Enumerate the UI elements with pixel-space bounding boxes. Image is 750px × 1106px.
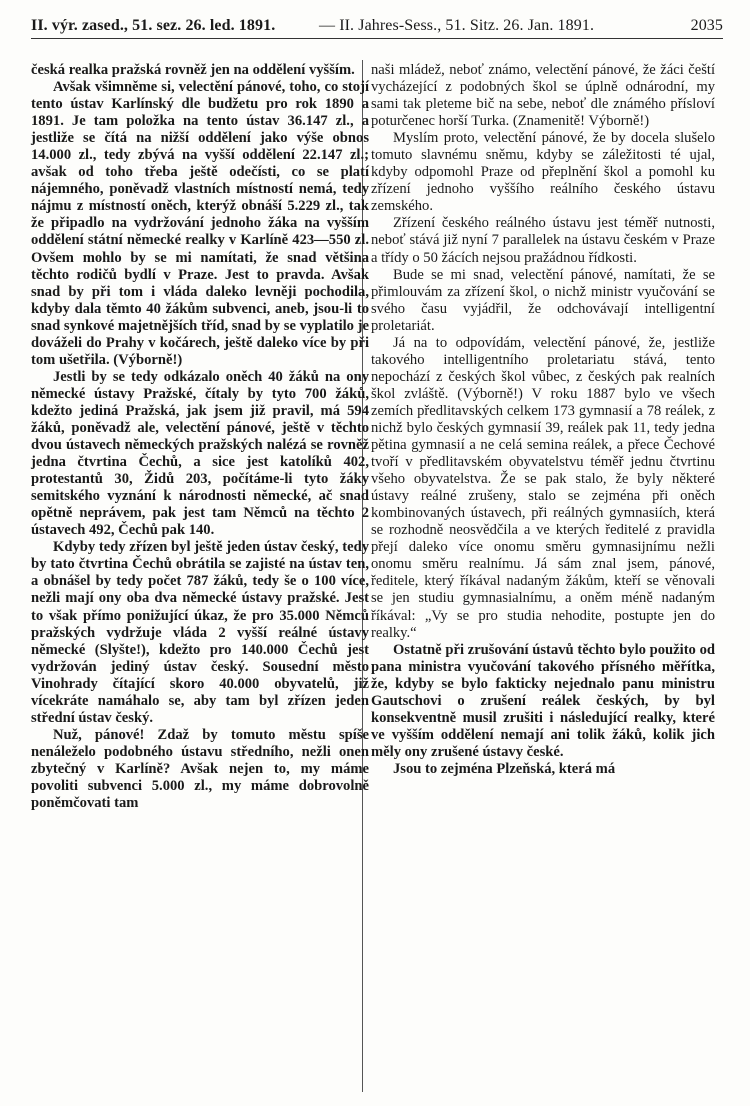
paragraph: Zřízení českého reálného ústavu jest téměř nutnosti, neboť stává již nyní 7 parallelek na ústavu českém v Praze a třídy o 50 žácích nejsou pražádnou řídkosti.: [371, 215, 715, 266]
paragraph: Ostatně při zrušování ústavů těchto bylo použito od pana ministra vyučování takového přísného měřítka, že, kdyby se bylo fakticky nejednalo panu ministru Gautschovi o zrušení reálek českých, by byl konsekventně musil zrušiti i následující realky, které ve vyšším oddělení nemají ani tolik žáků, kolik jich měly ony zrušené ústavy české.: [371, 641, 715, 760]
page-header: [31, 14, 723, 39]
paragraph: naši mládež, neboť známo, velectění pánové, že žáci čeští vycházející z podobných škol se úplně odnárodní, my sami tak pleteme bič na sebe, neboť dle známého přísloví poturčenec horší Turka. (Znamenitě! Výborně!): [371, 62, 715, 130]
paragraph: Jsou to zejména Plzeňská, která má: [393, 760, 616, 777]
paragraph: Myslím proto, velectění pánové, že by docela slušelo tomuto slavnému sněmu, kdyby se záležitosti té ujal, kdyby odpomohl Praze od přeplnění škol a pomohl ku zřízení jednoho vyššího reálního českého ústavu zemského.: [371, 130, 715, 215]
header-session-german: — II. Jahres-Sess., 51. Sitz. 26. Jan. 1891.: [319, 17, 595, 34]
paragraph: Jestli by se tedy odkázalo oněch 40 žáků na ony německé ústavy Pražské, čítaly by tyto 700 žáků, kdežto jediná Pražská, jak jsem již pravil, má 594 žáků, poněvadž ale, velectění pánové, ještě v těchto dvou ústavech německých pražských nalézá se rovněž jedna čtvrtina Čechů, a sice jest katolíků 402, protestantů 30, Židů 203, počítáme-li tyto žáky semitského vyznání k národnosti německé, ač snad opětně neprávem, pak jest tam Němců na těchto 2 ústavech 492, Čechů pak 140.: [31, 368, 369, 539]
paragraph: Kdyby tedy zřízen byl ještě jeden ústav český, tedy by tato čtvrtina Čechů obrátila se zajisté na ústav ten, a obnášel by tedy počet 787 žáků, tedy še o 100 více, nežli mají ony oba dva německé ústavy pražské. Jest to však přímo ponižující úkaz, že pro 35.000 Němců pražských vydržuje vláda 2 vyšší reálné ústavy německé (Slyšte!), kdežto pro 140.000 Čechů jest vydržován jediný ústav český. Sousední město Vinohrady čítající skoro 40.000 obyvatelů, již vícekráte namáhalo se, aby tam byl zřízen jeden střední ústav český.: [31, 539, 369, 726]
paragraph: Nuž, pánové! Zdaž by tomuto městu spíše nenáleželo podobného ústavu středního, nežli onen zbytečný v Karlíně? Avšak nejen to, my máme povoliti subvenci 5.000 zl., my máme dobrovolně poněmčovati tam: [31, 726, 369, 812]
page-number: 2035: [690, 17, 723, 34]
paragraph: Avšak všimněme si, velectění pánové, toho, co stojí tento ústav Karlínský dle budžetu pro rok 1890 a 1891. Je tam položka na tento ústav 36.147 zl., a jestliže se čítá na nižší oddělení jako výše obnos 14.000 zl., tedy zbývá na vyšší oddělení 22.147 zl.; avšak od toho třeba ještě odečísti, co se platí nájemného, poněvadž vlastních místností nemá, tedy nájmu z místností oněch, kterýž obnáší 5.229 zl., tak že připadlo na vydržování jednoho žáka na vyšším oddělení státní německé realky v Karlíně 423—550 zl. Ovšem mohlo by se mi namítati, že snad většina těchto rodičů bydlí v Praze. Jest to pravda. Avšak snad by při tom i vláda daleko levněji pochodila, kdyby dala těmto 40 žákům subvenci, aneb, jsou-li to snad synkové majetnějších tříd, snad by se vyplatilo je dováželi do Prahy v kočárech, ještě daleko více by při tom ušetřila. (Výborně!): [31, 79, 369, 368]
paragraph: Bude se mi snad, velectění pánové, namítati, že se přimlouvám za zřízení škol, o nichž ministr vyučování se svého času vyjádřil, že odchovávají intelligentní proletariát.: [371, 266, 715, 334]
paragraph: Já na to odpovídám, velectění pánové, že, jestliže takového intelligentního proletariatu stává, tento nepochází z českých škol vůbec, z českých pak realních škol zvláště. (Výborně!) V roku 1887 bylo ve všech zemích předlitavských celkem 173 gymnasií a 78 reálek, z nichž bylo českých gymnasií 39, reálek pak 11, tedy jedna pětina gymnasií a ne celá semina reálek, a přece Čechové tvoří v předlitavském obyvatelstvu téměř jednu čtvrtinu všeho obyvatelstva. Že se pak stalo, že byly některé ústavy reálné zrušeny, stalo se zejména při oněch kombinovaných ústavech, při reálných gymnasiích, která se rozhodně neosvědčila a ve kterých ředitelé z pravidla přejí daleko více onomu směru gymnasijnímu nežli onomu směru realnímu. Já sám znal jsem, pánové, ředitele, který říkával nadaným žákům, kteří se věnovali se jen studiu gymnasialnímu, a oněm méně nadaným říkával: „Vy se pro studia nehodite, postupte jen do realky.“: [371, 334, 715, 641]
right-column: [371, 62, 715, 778]
header-session-czech: II. výr. zased., 51. sez. 26. led. 1891.: [31, 17, 276, 34]
paragraph: česká realka pražská rovněž jen na oddělení vyšším.: [31, 62, 355, 78]
left-column: [31, 62, 369, 812]
